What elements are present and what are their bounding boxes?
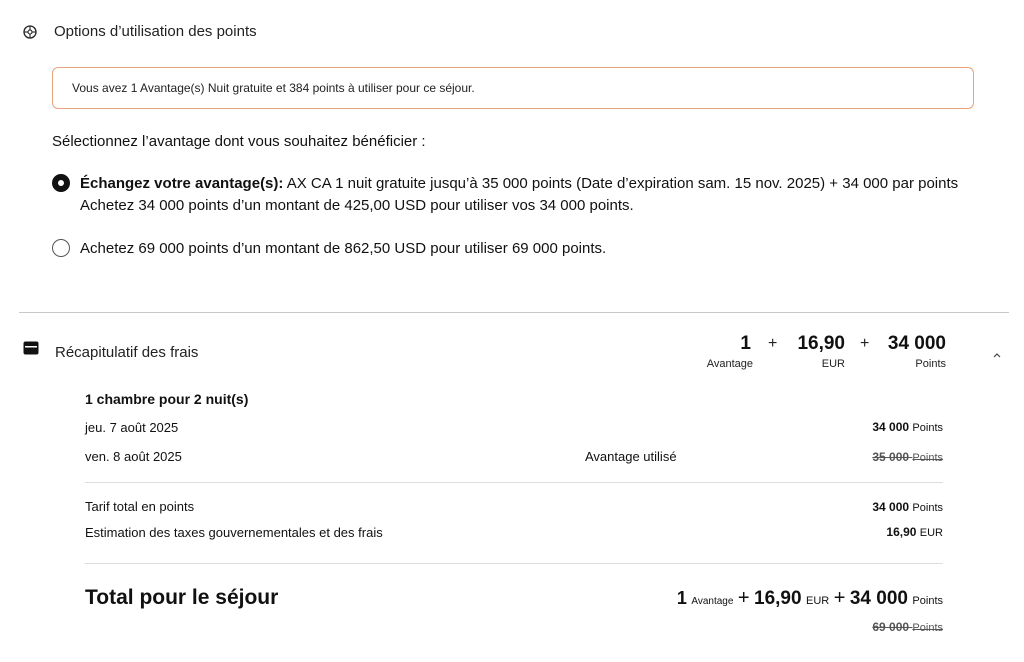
taxes-eur-value: 16,90 — [886, 525, 917, 539]
option-exchange-line1: AX CA 1 nuit gratuite jusqu’à 35 000 points (Date d’expiration sam. 15 nov. 2025) + 34 000 par points — [283, 175, 959, 192]
night1-points — [800, 420, 943, 434]
select-advantage-label: Sélectionnez l’avantage dont vous souhaitez bénéficier : — [52, 133, 426, 150]
total-plus-2: + — [833, 587, 846, 609]
taxes-eur-unit: EUR — [919, 527, 943, 539]
total-old-unit: Points — [912, 622, 943, 634]
points-options-icon — [23, 25, 37, 39]
option-exchange-line2: Achetez 34 000 points d’un montant de 425,00 USD pour utiliser vos 34 000 points. — [80, 197, 634, 214]
total-adv-unit: Avantage — [691, 596, 734, 607]
chevron-up-icon[interactable] — [991, 346, 1003, 354]
summary-points-value: 34 000 — [887, 333, 946, 354]
points-options-title: Options d’utilisation des points — [54, 23, 257, 40]
total-points-value: 34 000 — [849, 588, 908, 609]
summary-advantage-value: 1 — [740, 333, 751, 354]
row-divider-1 — [85, 482, 943, 483]
night2-points-value: 35 000 — [872, 450, 910, 464]
night1-points-unit: Points — [912, 422, 943, 434]
total-old-value: 69 000 — [872, 620, 910, 634]
taxes-label: Estimation des taxes gouvernementales et des frais — [85, 525, 383, 540]
option-exchange-radio[interactable] — [52, 174, 70, 192]
summary-advantage-unit: Avantage — [706, 358, 753, 370]
total-value — [560, 587, 943, 610]
night2-points — [800, 450, 943, 464]
total-adv-value: 1 — [676, 588, 687, 608]
night1-points-value: 34 000 — [872, 420, 910, 434]
total-label: Total pour le séjour — [85, 586, 279, 609]
tarif-label: Tarif total en points — [85, 499, 195, 514]
row-divider-2 — [85, 563, 943, 564]
wallet-icon — [23, 341, 39, 355]
total-eur-unit: EUR — [806, 595, 830, 607]
option-exchange-bold: Échangez votre avantage(s): — [80, 175, 284, 192]
total-plus-1: + — [737, 587, 750, 609]
night2-advantage-note: Avantage utilisé — [585, 449, 677, 464]
room-title: 1 chambre pour 2 nuit(s) — [85, 391, 249, 407]
tarif-points-unit: Points — [912, 502, 943, 514]
total-points-unit: Points — [912, 595, 943, 607]
summary-title[interactable]: Récapitulatif des frais — [55, 344, 199, 361]
summary-eur-value: 16,90 — [797, 333, 845, 354]
option-buy-text[interactable]: Achetez 69 000 points d’un montant de 862,50 USD pour utiliser 69 000 points. — [80, 240, 607, 257]
option-buy-radio[interactable] — [52, 239, 70, 257]
summary-plus-1: + — [768, 335, 778, 352]
night1-date: jeu. 7 août 2025 — [85, 420, 179, 435]
summary-plus-2: + — [860, 335, 870, 352]
total-eur-value: 16,90 — [754, 588, 802, 609]
total-old-points — [800, 620, 943, 634]
points-notice: Vous avez 1 Avantage(s) Nuit gratuite et 384 points à utiliser pour ce séjour. — [52, 67, 974, 109]
summary-points-unit: Points — [915, 358, 946, 370]
taxes-eur — [800, 525, 943, 539]
section-divider — [19, 312, 1009, 313]
tarif-points-value: 34 000 — [872, 500, 910, 514]
night2-date: ven. 8 août 2025 — [85, 449, 182, 464]
summary-eur-unit: EUR — [821, 358, 845, 370]
night2-points-unit: Points — [912, 452, 943, 464]
option-exchange-text[interactable] — [80, 173, 980, 217]
tarif-points — [800, 500, 943, 514]
